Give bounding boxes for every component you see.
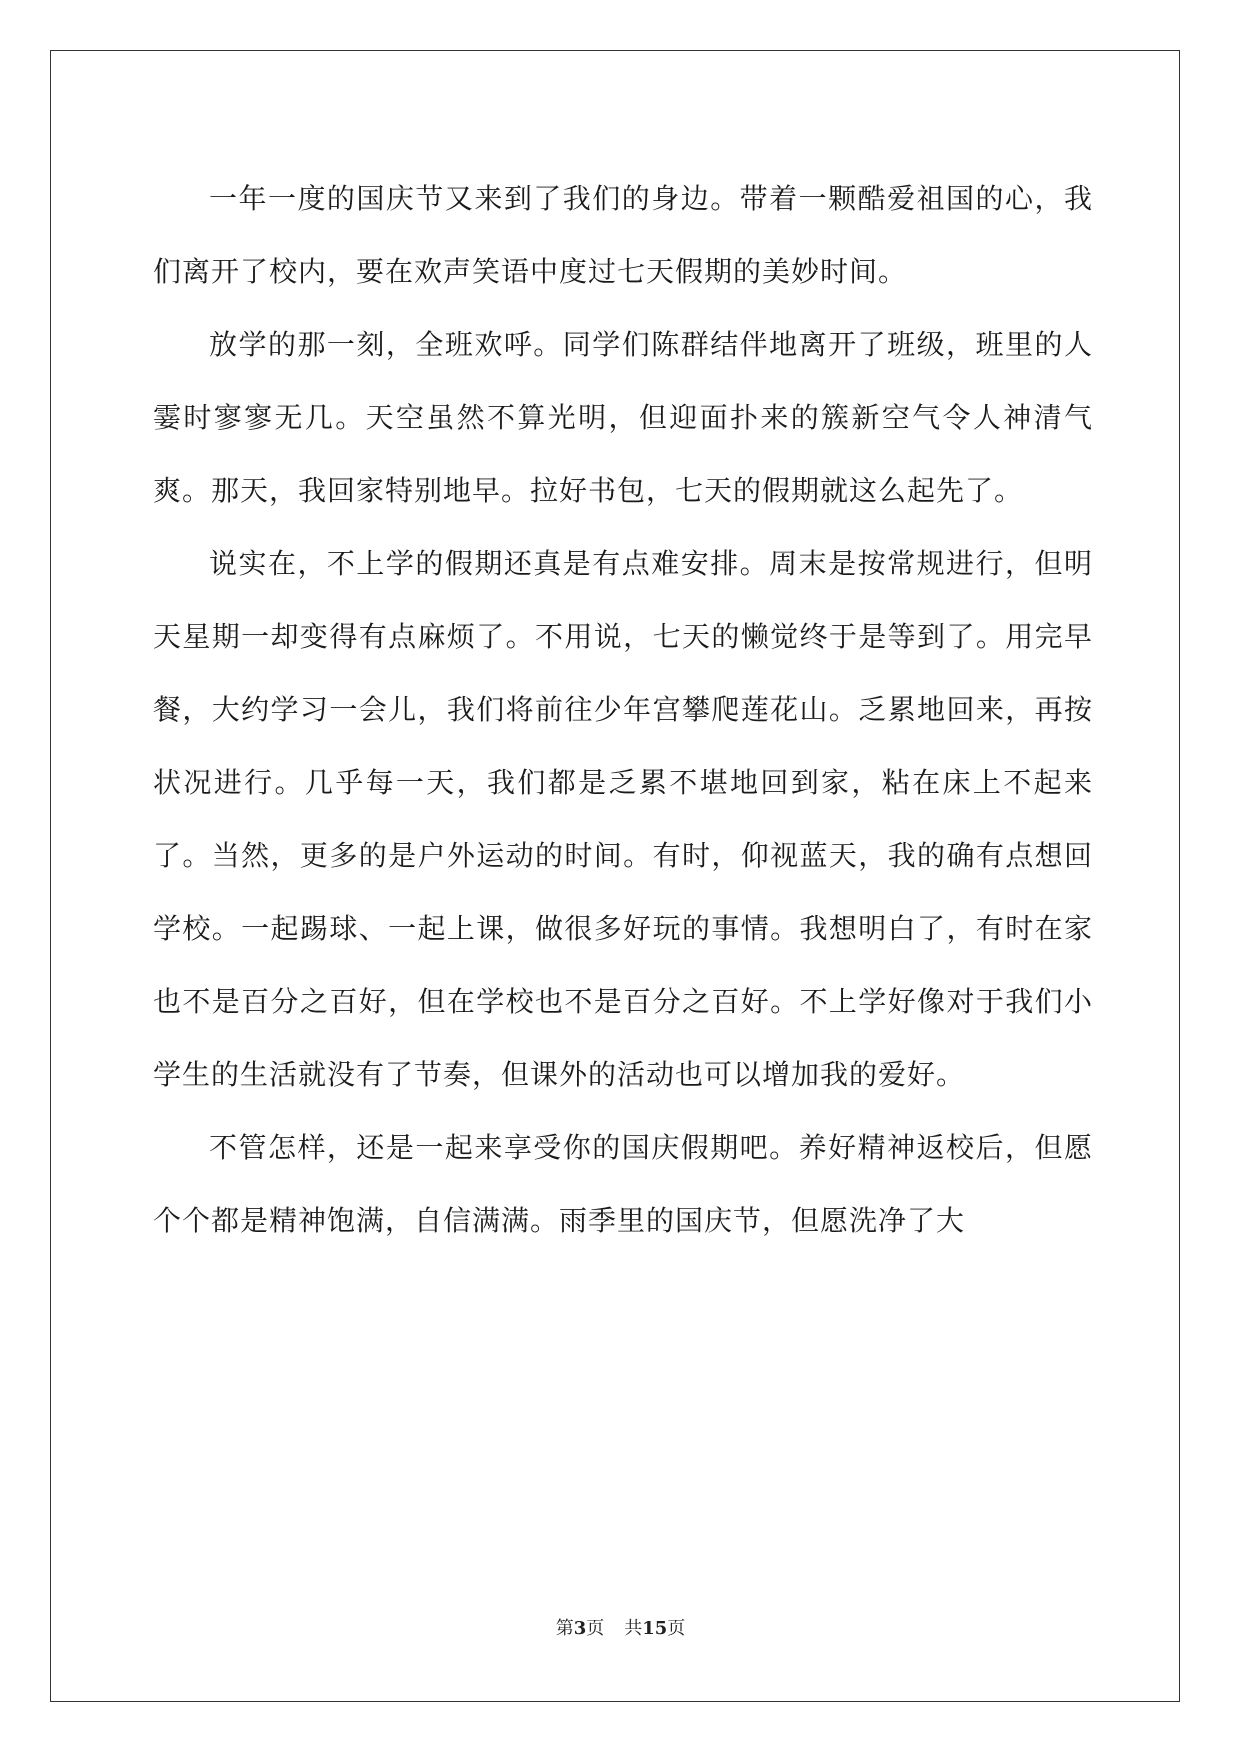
paragraph-1: 一年一度的国庆节又来到了我们的身边。带着一颗酷爱祖国的心，我们离开了校内，要在欢声笑语中度过七天假期的美妙时间。 (153, 182, 1093, 288)
total-prefix: 共 (624, 1618, 643, 1639)
page-footer (0, 1614, 1241, 1640)
page-prefix: 第 (555, 1618, 574, 1639)
total-pages-number: 15 (642, 1618, 668, 1639)
current-page-number: 3 (573, 1618, 587, 1639)
paragraph-2: 放学的那一刻，全班欢呼。同学们陈群结伴地离开了班级，班里的人霎时寥寥无几。天空虽然不算光明，但迎面扑来的簇新空气令人神清气爽。那天，我回家特别地早。拉好书包，七天的假期就这么起先了。 (153, 328, 1093, 507)
total-suffix: 页 (667, 1618, 686, 1639)
page-suffix: 页 (586, 1618, 605, 1639)
document-body (153, 162, 1093, 1257)
paragraph-3: 说实在，不上学的假期还真是有点难安排。周末是按常规进行，但明天星期一却变得有点麻烦了。不用说，七天的懒觉终于是等到了。用完早餐，大约学习一会儿，我们将前往少年宫攀爬莲花山。乏累地回来，再按状况进行。几乎每一天，我们都是乏累不堪地回到家，粘在床上不起来了。当然，更多的是户外运动的时间。有时，仰视蓝天，我的确有点想回学校。一起踢球、一起上课，做很多好玩的事情。我想明白了，有时在家也不是百分之百好，但在学校也不是百分之百好。不上学好像对于我们小学生的生活就没有了节奏，但课外的活动也可以增加我的爱好。 (153, 547, 1093, 1091)
paragraph-4: 不管怎样，还是一起来享受你的国庆假期吧。养好精神返校后，但愿个个都是精神饱满，自信满满。雨季里的国庆节，但愿洗净了大 (153, 1131, 1093, 1237)
